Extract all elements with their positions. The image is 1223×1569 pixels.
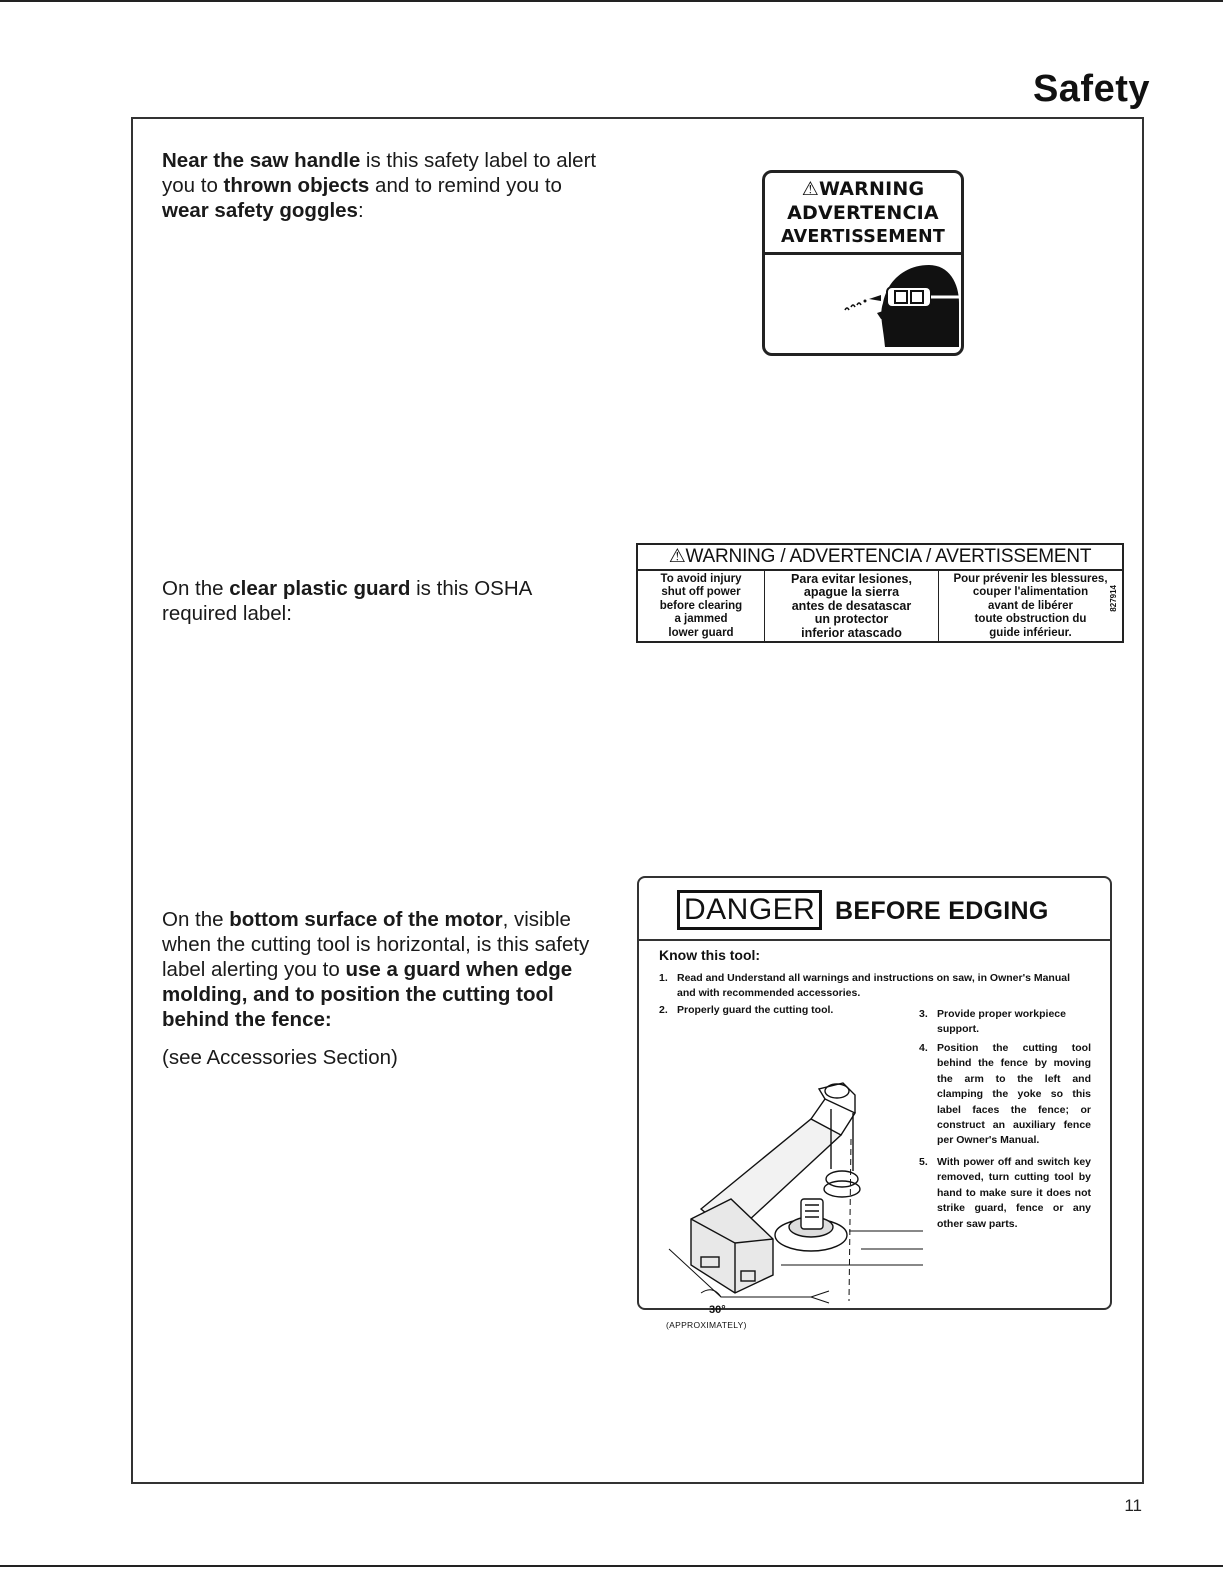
danger-edging-label (637, 876, 1112, 1330)
text: On the (162, 577, 230, 600)
text: is this safety label to alert you to (162, 149, 597, 197)
osha-line: antes de desatascar (791, 598, 912, 613)
osha-title: WARNING / ADVERTENCIA / AVERTISSEMENT (685, 546, 1092, 567)
danger-label-description (162, 907, 602, 1032)
osha-spanish-column (764, 571, 938, 643)
osha-label-description (162, 576, 602, 626)
page-number: 11 (1124, 1496, 1142, 1515)
text: and to remind you to (369, 174, 562, 197)
accessories-note: (see Accessories Section) (162, 1046, 398, 1069)
know-this-tool-heading: Know this tool: (659, 947, 761, 963)
osha-line: before clearing (659, 599, 743, 612)
warning-text: WARNING (818, 178, 925, 200)
item-text: Properly guard the cutting tool. (677, 1004, 834, 1016)
danger-title: BEFORE EDGING (835, 897, 1049, 925)
item-number: 5. (919, 1156, 928, 1168)
item-number: 4. (919, 1042, 928, 1054)
osha-line: couper l'alimentation (972, 586, 1089, 599)
item-text: Read and Understand all warnings and instructions on saw, in Owner's Manual and with recommended accessories. (677, 972, 1071, 1000)
osha-line: avant de libérer (987, 599, 1073, 612)
bottom-rule (0, 1565, 1223, 1567)
item-text: Position the cutting tool behind the fence by moving the arm to the left and clamping the yoke so this label faces the fence; or construct an auxiliary fence per Owner's Manual. (937, 1042, 1091, 1147)
osha-line: To avoid injury (660, 573, 742, 585)
goggles-label-description (162, 148, 602, 223)
text-bold: wear safety goggles (162, 199, 358, 222)
goggles-label-header (765, 173, 961, 255)
danger-label-header (639, 878, 1110, 941)
top-rule (0, 0, 1223, 2)
text: : (357, 199, 364, 222)
item-text: Provide proper workpiece support. (937, 1008, 1066, 1036)
text-bold: Near the saw handle (162, 149, 361, 172)
osha-label-code: 827914 (1108, 585, 1118, 612)
osha-label-header (638, 545, 1122, 571)
danger-item (659, 971, 1079, 1002)
angle-label: 30° (709, 1304, 726, 1316)
danger-item (919, 1007, 1091, 1038)
item-number: 2. (659, 1004, 668, 1016)
text: is this OSHA required label: (162, 577, 532, 625)
warning-triangle-icon: ⚠ (801, 178, 819, 200)
item-number: 3. (919, 1008, 928, 1020)
osha-line: Para evitar lesiones, (791, 572, 912, 586)
danger-label-body (639, 941, 1110, 1330)
danger-badge: DANGER (677, 890, 822, 930)
osha-line: toute obstruction du (974, 613, 1087, 626)
advertencia-line: ADVERTENCIA (787, 202, 939, 224)
osha-line: a jammed (674, 613, 728, 626)
osha-guard-label (636, 543, 1124, 643)
osha-line: guide inférieur. (989, 626, 1072, 639)
text-bold: clear plastic guard (229, 577, 411, 600)
text-bold: thrown objects (223, 174, 370, 197)
saw-edging-illustration (661, 1039, 931, 1304)
approximately-label: (APPROXIMATELY) (666, 1320, 747, 1330)
osha-line: apague la sierra (803, 585, 900, 600)
osha-line: shut off power (661, 586, 741, 599)
section-title: Safety (1032, 68, 1150, 110)
osha-line: un protector (814, 612, 889, 627)
text-bold: bottom surface of the motor (229, 908, 503, 931)
osha-line: Pour prévenir les blessures, (953, 573, 1108, 585)
avertissement-line: AVERTISSEMENT (781, 227, 945, 247)
warning-line (765, 177, 961, 201)
goggles-warning-label (762, 170, 964, 356)
item-number: 1. (659, 972, 668, 984)
danger-item (919, 1041, 1091, 1149)
text: , visible when the cutting tool is horizontal, is this safety label alerting you to (162, 908, 590, 981)
danger-item (659, 1003, 919, 1018)
osha-english-column (638, 571, 764, 643)
warning-triangle-icon: ⚠ (668, 546, 686, 567)
item-text: With power off and switch key removed, turn cutting tool by hand to make sure it does not strike guard, fence or any other saw parts. (937, 1156, 1091, 1230)
text: On the (162, 908, 230, 931)
danger-item (919, 1155, 1091, 1232)
osha-line: lower guard (668, 626, 734, 639)
text-bold: use a guard when edge molding, and to position the cutting tool behind the fence: (162, 958, 573, 1031)
osha-label-columns (638, 571, 1122, 643)
osha-line: inferior atascado (801, 625, 902, 640)
goggles-head-icon (765, 255, 961, 353)
osha-french-column (938, 571, 1122, 643)
